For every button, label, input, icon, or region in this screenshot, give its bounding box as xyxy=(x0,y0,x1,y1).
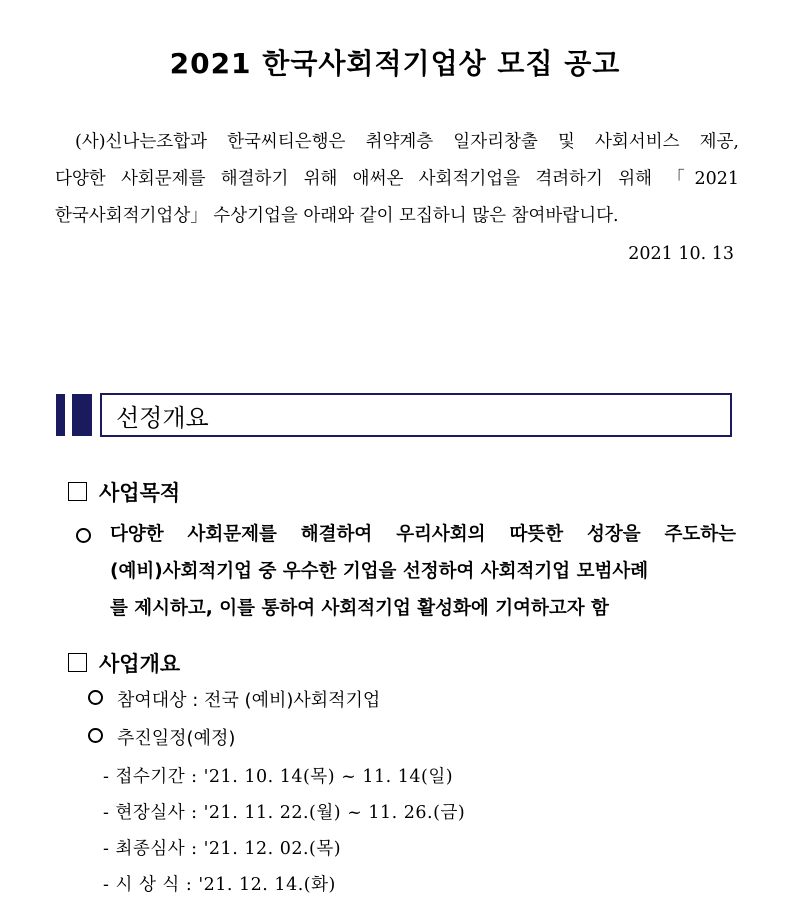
purpose-heading xyxy=(68,477,180,507)
schedule-item xyxy=(88,724,235,750)
intro-paragraph xyxy=(55,124,739,235)
schedule-line: - 최종심사 : '21. 12. 02.(목) xyxy=(103,839,342,859)
section-marker-bar xyxy=(56,394,65,436)
overview-heading xyxy=(68,648,180,678)
intro-line-1: (사)신나는조합과 한국씨티은행은 취약계층 일자리창출 및 사회서비스 제공, xyxy=(75,132,739,152)
circle-bullet-icon xyxy=(88,690,103,705)
schedule-line: - 접수기간 : '21. 10. 14(목) ~ 11. 14(일) xyxy=(103,767,454,787)
square-bullet-icon xyxy=(68,482,87,501)
square-bullet-icon xyxy=(68,653,87,672)
schedule-line: - 시 상 식 : '21. 12. 14.(화) xyxy=(103,875,336,895)
purpose-line-3: 를 제시하고, 이를 통하여 사회적기업 활성화에 기여하고자 함 xyxy=(110,598,609,619)
purpose-line-2: (예비)사회적기업 중 우수한 기업을 선정하여 사회적기업 모범사례 xyxy=(110,561,649,582)
schedule-line: - 현장실사 : '21. 11. 22.(월) ~ 11. 26.(금) xyxy=(103,803,466,823)
target-item xyxy=(88,686,380,712)
page-title: 2021 한국사회적기업상 모집 공고 xyxy=(169,47,621,80)
overview-heading-label: 사업개요 xyxy=(99,652,181,676)
schedule-label: 추진일정(예정) xyxy=(117,728,236,749)
intro-line-2: 다양한 사회문제를 해결하기 위해 애써온 사회적기업을 격려하기 위해 「2021 xyxy=(55,169,739,189)
section-title: 선정개요 xyxy=(116,404,209,432)
circle-bullet-icon xyxy=(76,528,91,543)
section-header xyxy=(100,393,732,437)
purpose-line-1: 다양한 사회문제를 해결하여 우리사회의 따뜻한 성장을 주도하는 xyxy=(110,524,736,545)
circle-bullet-icon xyxy=(88,728,103,743)
announcement-date: 2021 10. 13 xyxy=(628,244,734,264)
intro-line-3: 한국사회적기업상」 수상기업을 아래와 같이 모집하니 많은 참여바랍니다. xyxy=(55,206,619,226)
purpose-paragraph xyxy=(76,516,736,627)
section-marker-bar xyxy=(72,394,92,436)
purpose-heading-label: 사업목적 xyxy=(99,481,181,505)
target-text: 참여대상 : 전국 (예비)사회적기업 xyxy=(117,690,381,711)
